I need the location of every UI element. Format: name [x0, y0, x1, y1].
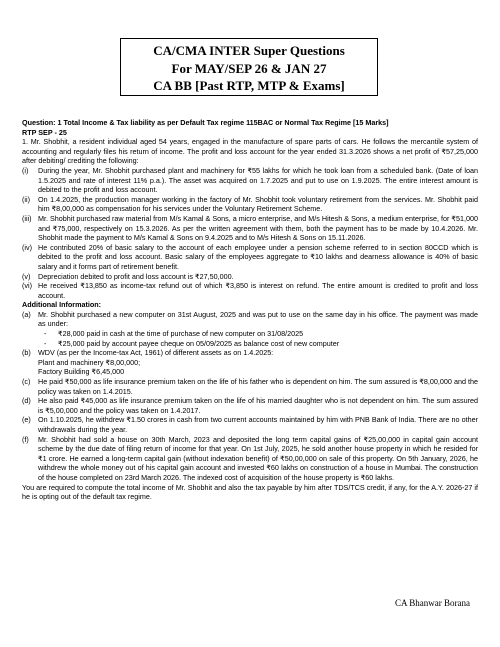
item-text: On 1.10.2025, he withdrew ₹1.50 crores in cash from two current accounts maintained by him with PNB Bank of India. There are no other withdrawals during the year.	[38, 415, 478, 434]
list-item	[22, 243, 478, 272]
item-text: Mr. Shobhit purchased raw material from M/s Kamal & Sons, a micro enterprise, and M/s Hitesh & Sons, a medium enterprise, for ₹51,000 and ₹75,000, respectively on 15.3.2026. As per the written agreement with them, both the payment has to be made by 10.4.2026. Mr. Shobhit made the payment to M/s Kamal & Sons on 9.4.2025 and to M/s Hitesh & Sons on 15.11.2026.	[38, 213, 478, 243]
question-heading: Question: 1 Total Income & Tax liability as per Default Tax regime 115BAC or Normal Tax Regime [15 Marks]	[22, 118, 389, 127]
sub-marker: -	[44, 338, 47, 348]
list-item	[22, 396, 478, 415]
item-text: On 1.4.2025, the production manager working in the factory of Mr. Shobhit took voluntary retirement from the services. Mr. Shobhit paid him ₹8,00,000 as compensation for his services under the Voluntary Retirement Scheme.	[38, 194, 478, 214]
item-marker: (d)	[22, 396, 31, 406]
footer-author: CA Bhanwar Borana	[395, 598, 470, 608]
sub-text: ₹25,000 paid by account payee cheque on 05/09/2025 as balance cost of new computer	[58, 338, 340, 348]
list-item	[22, 166, 478, 195]
header-line-3: CA BB [Past RTP, MTP & Exams]	[153, 78, 345, 93]
item-marker: (v)	[22, 271, 31, 281]
item-text: WDV (as per the Income-tax Act, 1961) of different assets as on 1.4.2025:	[38, 348, 274, 358]
item-marker: (e)	[22, 415, 31, 425]
item-text: He received ₹13,850 as income-tax refund out of which ₹3,850 is interest on refund. The entire amount is credited to profit and loss account.	[38, 281, 478, 300]
item-text: Mr. Shobhit had sold a house on 30th March, 2023 and deposited the long term capital gains of ₹25,00,000 in capital gain account scheme by the due date of filing return of income for that year. On 1st July, 2025, he sold another house property in which he resided for ₹1 crore. He earned a long-term capital gain (without indexation benefit) of ₹50,00,000 on sale of this property. On 5th January, 2026, he withdrew the whole money out of his capital gain account and invested ₹60 lakhs on construction of a house in Mumbai. The construction of the house completed on 23rd March 2026. The indexed cost of acquisition of the house property is ₹60 lakhs.	[38, 434, 478, 482]
item-marker: (ii)	[22, 194, 30, 204]
additional-heading: Additional Information:	[22, 300, 102, 310]
item-text: He contributed 20% of basic salary to the account of each employee under a pension scheme referred to in section 80CCD which is debited to the profit and loss account. Basic salary of the employees aggregate to ₹10 lakhs and dearness allowance is 40% of basic salary and it forms part of retirement benefit.	[38, 242, 478, 271]
list-item	[22, 214, 478, 243]
sub-marker: -	[44, 329, 47, 339]
header-box	[120, 38, 378, 96]
list-item	[22, 272, 478, 282]
item-marker: (f)	[22, 434, 29, 444]
sub-item	[22, 339, 478, 349]
question-source: RTP SEP - 25	[22, 127, 67, 137]
item-text: He also paid ₹45,000 as life insurance premium taken on the life of his married daughter who is not dependent on him. The sum assured is ₹5,00,000 and the policy was taken on 1.4.2017.	[38, 396, 478, 415]
closing-instruction: You are required to compute the total income of Mr. Shobhit and also the tax payable by him after TDS/TCS credit, if any, for the A.Y. 2026-27 if he is opting out of the default tax regime.	[22, 482, 478, 502]
list-item	[22, 435, 478, 483]
item-marker: (vi)	[22, 281, 32, 291]
list-item	[22, 195, 478, 214]
item-text: Depreciation debited to profit and loss account is ₹27,50,000.	[38, 271, 234, 281]
item-marker: (iv)	[22, 242, 32, 252]
item-text: During the year, Mr. Shobhit purchased plant and machinery for ₹55 lakhs for which he took loan from a scheduled bank. (Date of loan 1.5.2025 and rate of interest 11% p.a.). The asset was acquired on 1.7.2025 and put to use on 1.9.2025. The entire interest amount is debited to the profit and loss account.	[38, 165, 478, 195]
list-item	[22, 415, 478, 434]
item-marker: (c)	[22, 377, 31, 387]
list-item	[22, 377, 478, 396]
wdv-line: Plant and machinery ₹8,00,000;	[38, 357, 141, 367]
item-marker: (a)	[22, 309, 31, 319]
list-item	[22, 281, 478, 300]
item-text: He paid ₹50,000 as life insurance premium taken on the life of his father who is dependent on him. The sum assured is ₹8,00,000 and the policy was taken on 1.4.2015.	[38, 377, 478, 396]
header-line-1: CA/CMA INTER Super Questions	[153, 43, 345, 58]
sub-text: ₹28,000 paid in cash at the time of purchase of new computer on 31/08/2025	[58, 329, 304, 339]
item-text: Mr. Shobhit purchased a new computer on 31st August, 2025 and was put to use on the same day in his office. The payment was made as under:	[38, 309, 478, 329]
header-line-2: For MAY/SEP 26 & JAN 27	[171, 60, 327, 76]
item-marker: (iii)	[22, 213, 32, 223]
question-body	[22, 118, 478, 502]
item-marker: (b)	[22, 348, 31, 358]
list-item	[22, 348, 478, 358]
question-intro: 1. Mr. Shobhit, a resident individual aged 54 years, engaged in the manufacture of spare parts of cars. He follows the mercantile system of accounting and regularly files his return of income. The profit and loss account for the year ended 31.3.2026 shows a net profit of ₹57,25,000 after debiting/ crediting the following:	[22, 137, 478, 166]
list-item	[22, 310, 478, 329]
item-marker: (i)	[22, 165, 29, 175]
wdv-line: Factory Building ₹6,45,000	[38, 367, 125, 377]
sub-item	[22, 329, 478, 339]
